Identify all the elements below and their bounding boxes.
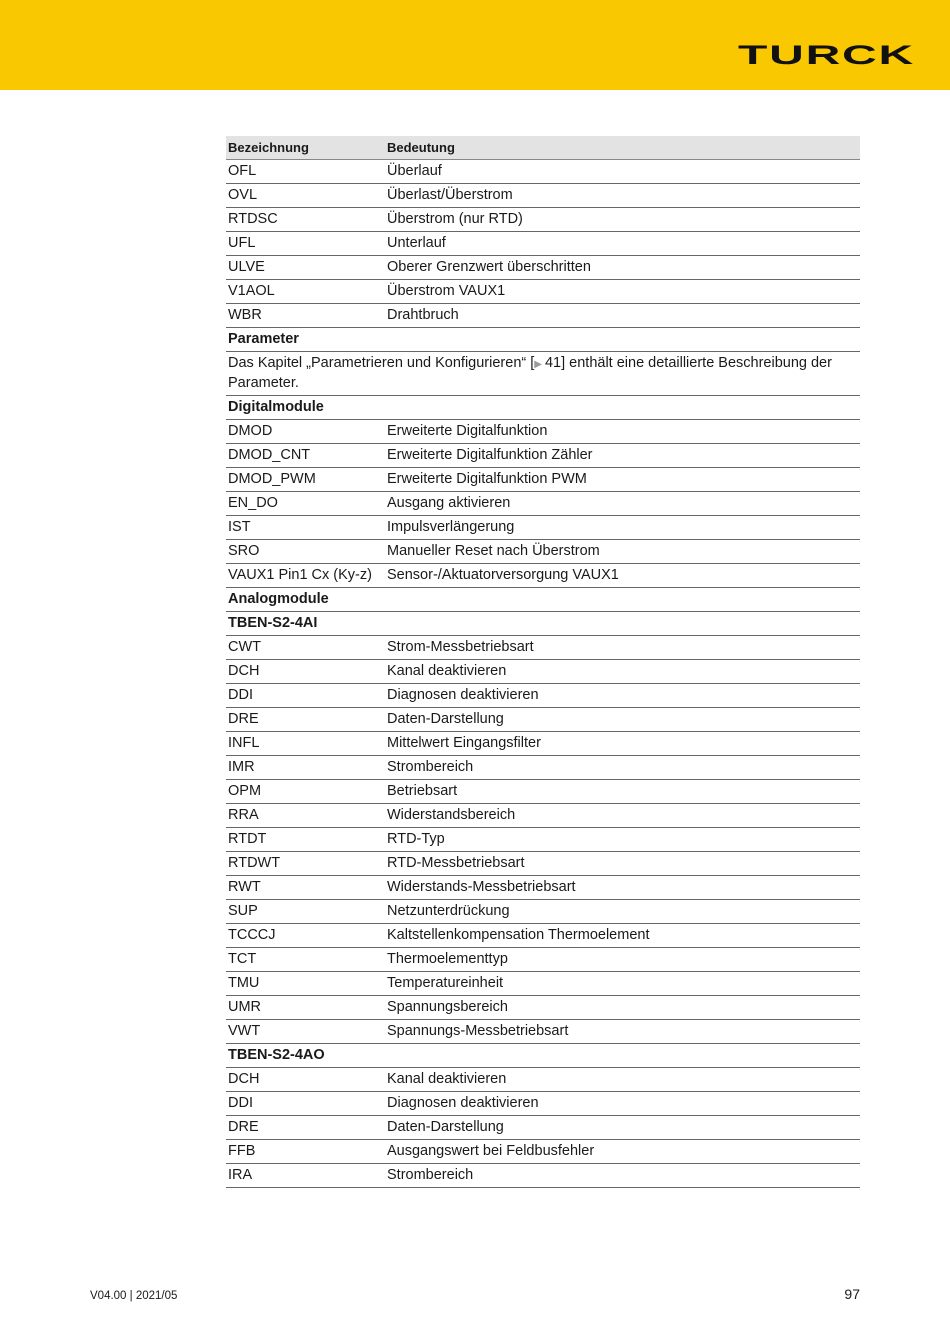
designation-cell: DCH <box>226 1068 385 1092</box>
table-row <box>226 420 860 444</box>
meaning-cell: Überstrom (nur RTD) <box>385 208 860 232</box>
designation-cell: OFL <box>226 160 385 184</box>
table-row <box>226 1092 860 1116</box>
designation-cell: DMOD_PWM <box>226 468 385 492</box>
designation-cell: TCCCJ <box>226 924 385 948</box>
meaning-cell: Strombereich <box>385 1164 860 1188</box>
designation-cell: DDI <box>226 1092 385 1116</box>
designation-cell: UFL <box>226 232 385 256</box>
table-row <box>226 516 860 540</box>
section-heading: TBEN-S2-4AI <box>226 612 860 636</box>
table-row <box>226 1164 860 1188</box>
meaning-cell: Manueller Reset nach Überstrom <box>385 540 860 564</box>
meaning-cell: Impulsverlängerung <box>385 516 860 540</box>
designation-cell: SRO <box>226 540 385 564</box>
table-row <box>226 876 860 900</box>
designation-cell: OVL <box>226 184 385 208</box>
meaning-cell: Überlast/Überstrom <box>385 184 860 208</box>
designation-table <box>226 136 860 1188</box>
meaning-cell: Diagnosen deaktivieren <box>385 1092 860 1116</box>
table-row <box>226 444 860 468</box>
table-row <box>226 208 860 232</box>
meaning-cell: Erweiterte Digitalfunktion Zähler <box>385 444 860 468</box>
designation-cell: RWT <box>226 876 385 900</box>
designation-cell: IMR <box>226 756 385 780</box>
meaning-cell: Ausgang aktivieren <box>385 492 860 516</box>
logo-text: TURCK <box>738 41 915 67</box>
meaning-cell: Oberer Grenzwert überschritten <box>385 256 860 280</box>
designation-cell: TCT <box>226 948 385 972</box>
table-row <box>226 256 860 280</box>
table-row <box>226 160 860 184</box>
meaning-cell: Netzunterdrückung <box>385 900 860 924</box>
column-header-meaning: Bedeutung <box>385 136 860 160</box>
meaning-cell: RTD-Typ <box>385 828 860 852</box>
table-row <box>226 1140 860 1164</box>
table-row <box>226 540 860 564</box>
section-heading: Analogmodule <box>226 588 860 612</box>
table-row <box>226 280 860 304</box>
meaning-cell: Spannungs-Messbetriebsart <box>385 1020 860 1044</box>
designation-cell: DMOD <box>226 420 385 444</box>
parameter-note <box>226 352 860 396</box>
meaning-cell: Diagnosen deaktivieren <box>385 684 860 708</box>
table-row <box>226 972 860 996</box>
table-row <box>226 1020 860 1044</box>
table-row <box>226 852 860 876</box>
designation-cell: RRA <box>226 804 385 828</box>
designation-cell: DCH <box>226 660 385 684</box>
page-reference-link[interactable]: 41 <box>544 355 562 371</box>
section-heading: Parameter <box>226 328 860 352</box>
meaning-cell: Kanal deaktivieren <box>385 660 860 684</box>
table-row <box>226 564 860 588</box>
table-row <box>226 468 860 492</box>
meaning-cell: Daten-Darstellung <box>385 708 860 732</box>
designation-cell: IST <box>226 516 385 540</box>
meaning-cell: Mittelwert Eingangsfilter <box>385 732 860 756</box>
designation-cell: RTDSC <box>226 208 385 232</box>
section-heading: TBEN-S2-4AO <box>226 1044 860 1068</box>
table-body <box>226 160 860 1188</box>
meaning-cell: Kaltstellenkompensation Thermoelement <box>385 924 860 948</box>
designation-cell: INFL <box>226 732 385 756</box>
designation-cell: RTDWT <box>226 852 385 876</box>
table-row <box>226 184 860 208</box>
table-row <box>226 780 860 804</box>
column-header-designation: Bezeichnung <box>226 136 385 160</box>
table-row <box>226 924 860 948</box>
designation-cell: WBR <box>226 304 385 328</box>
meaning-cell: Sensor-/Aktuatorversorgung VAUX1 <box>385 564 860 588</box>
designation-cell: RTDT <box>226 828 385 852</box>
reference-arrow-icon: ▶ <box>534 359 542 370</box>
footer-version: V04.00 | 2021/05 <box>90 1290 178 1302</box>
meaning-cell: Daten-Darstellung <box>385 1116 860 1140</box>
designation-cell: SUP <box>226 900 385 924</box>
table-row <box>226 232 860 256</box>
designation-cell: VAUX1 Pin1 Cx (Ky-z) <box>226 564 385 588</box>
note-text-before: Das Kapitel „Parametrieren und Konfigurieren“ [ <box>228 355 535 371</box>
meaning-cell: Widerstands-Messbetriebsart <box>385 876 860 900</box>
meaning-cell: Ausgangswert bei Feldbusfehler <box>385 1140 860 1164</box>
section-heading-row <box>226 588 860 612</box>
designation-cell: DDI <box>226 684 385 708</box>
table-header-row <box>226 136 860 160</box>
meaning-cell: Überstrom VAUX1 <box>385 280 860 304</box>
table-row <box>226 492 860 516</box>
designation-cell: DRE <box>226 1116 385 1140</box>
meaning-cell: Temperatureinheit <box>385 972 860 996</box>
table-row <box>226 708 860 732</box>
meaning-cell: Überlauf <box>385 160 860 184</box>
parameter-note-row <box>226 352 860 396</box>
table-row <box>226 900 860 924</box>
note-text-after: ] enthält eine detaillierte Beschreibung der Parameter. <box>228 355 832 391</box>
meaning-cell: Erweiterte Digitalfunktion <box>385 420 860 444</box>
table-row <box>226 1116 860 1140</box>
page-number: 97 <box>844 1286 860 1302</box>
table-row <box>226 732 860 756</box>
designation-cell: TMU <box>226 972 385 996</box>
section-heading-row <box>226 396 860 420</box>
designation-cell: EN_DO <box>226 492 385 516</box>
table-row <box>226 804 860 828</box>
table-row <box>226 1068 860 1092</box>
meaning-cell: Strombereich <box>385 756 860 780</box>
table-row <box>226 304 860 328</box>
designation-cell: CWT <box>226 636 385 660</box>
table-row <box>226 828 860 852</box>
meaning-cell: Kanal deaktivieren <box>385 1068 860 1092</box>
meaning-cell: Erweiterte Digitalfunktion PWM <box>385 468 860 492</box>
meaning-cell: Drahtbruch <box>385 304 860 328</box>
meaning-cell: Strom-Messbetriebsart <box>385 636 860 660</box>
designation-cell: DMOD_CNT <box>226 444 385 468</box>
table-row <box>226 660 860 684</box>
turck-logo <box>738 41 915 67</box>
table-row <box>226 684 860 708</box>
meaning-cell: Thermoelementtyp <box>385 948 860 972</box>
meaning-cell: RTD-Messbetriebsart <box>385 852 860 876</box>
designation-cell: FFB <box>226 1140 385 1164</box>
designation-cell: UMR <box>226 996 385 1020</box>
designation-cell: ULVE <box>226 256 385 280</box>
table-row <box>226 636 860 660</box>
section-heading-row <box>226 612 860 636</box>
designation-cell: VWT <box>226 1020 385 1044</box>
meaning-cell: Betriebsart <box>385 780 860 804</box>
meaning-cell: Spannungsbereich <box>385 996 860 1020</box>
table-row <box>226 756 860 780</box>
designation-cell: DRE <box>226 708 385 732</box>
meaning-cell: Widerstandsbereich <box>385 804 860 828</box>
designation-cell: IRA <box>226 1164 385 1188</box>
designation-cell: V1AOL <box>226 280 385 304</box>
section-heading-row <box>226 1044 860 1068</box>
table-row <box>226 948 860 972</box>
designation-cell: OPM <box>226 780 385 804</box>
meaning-cell: Unterlauf <box>385 232 860 256</box>
section-heading-row <box>226 328 860 352</box>
table-row <box>226 996 860 1020</box>
section-heading: Digitalmodule <box>226 396 860 420</box>
